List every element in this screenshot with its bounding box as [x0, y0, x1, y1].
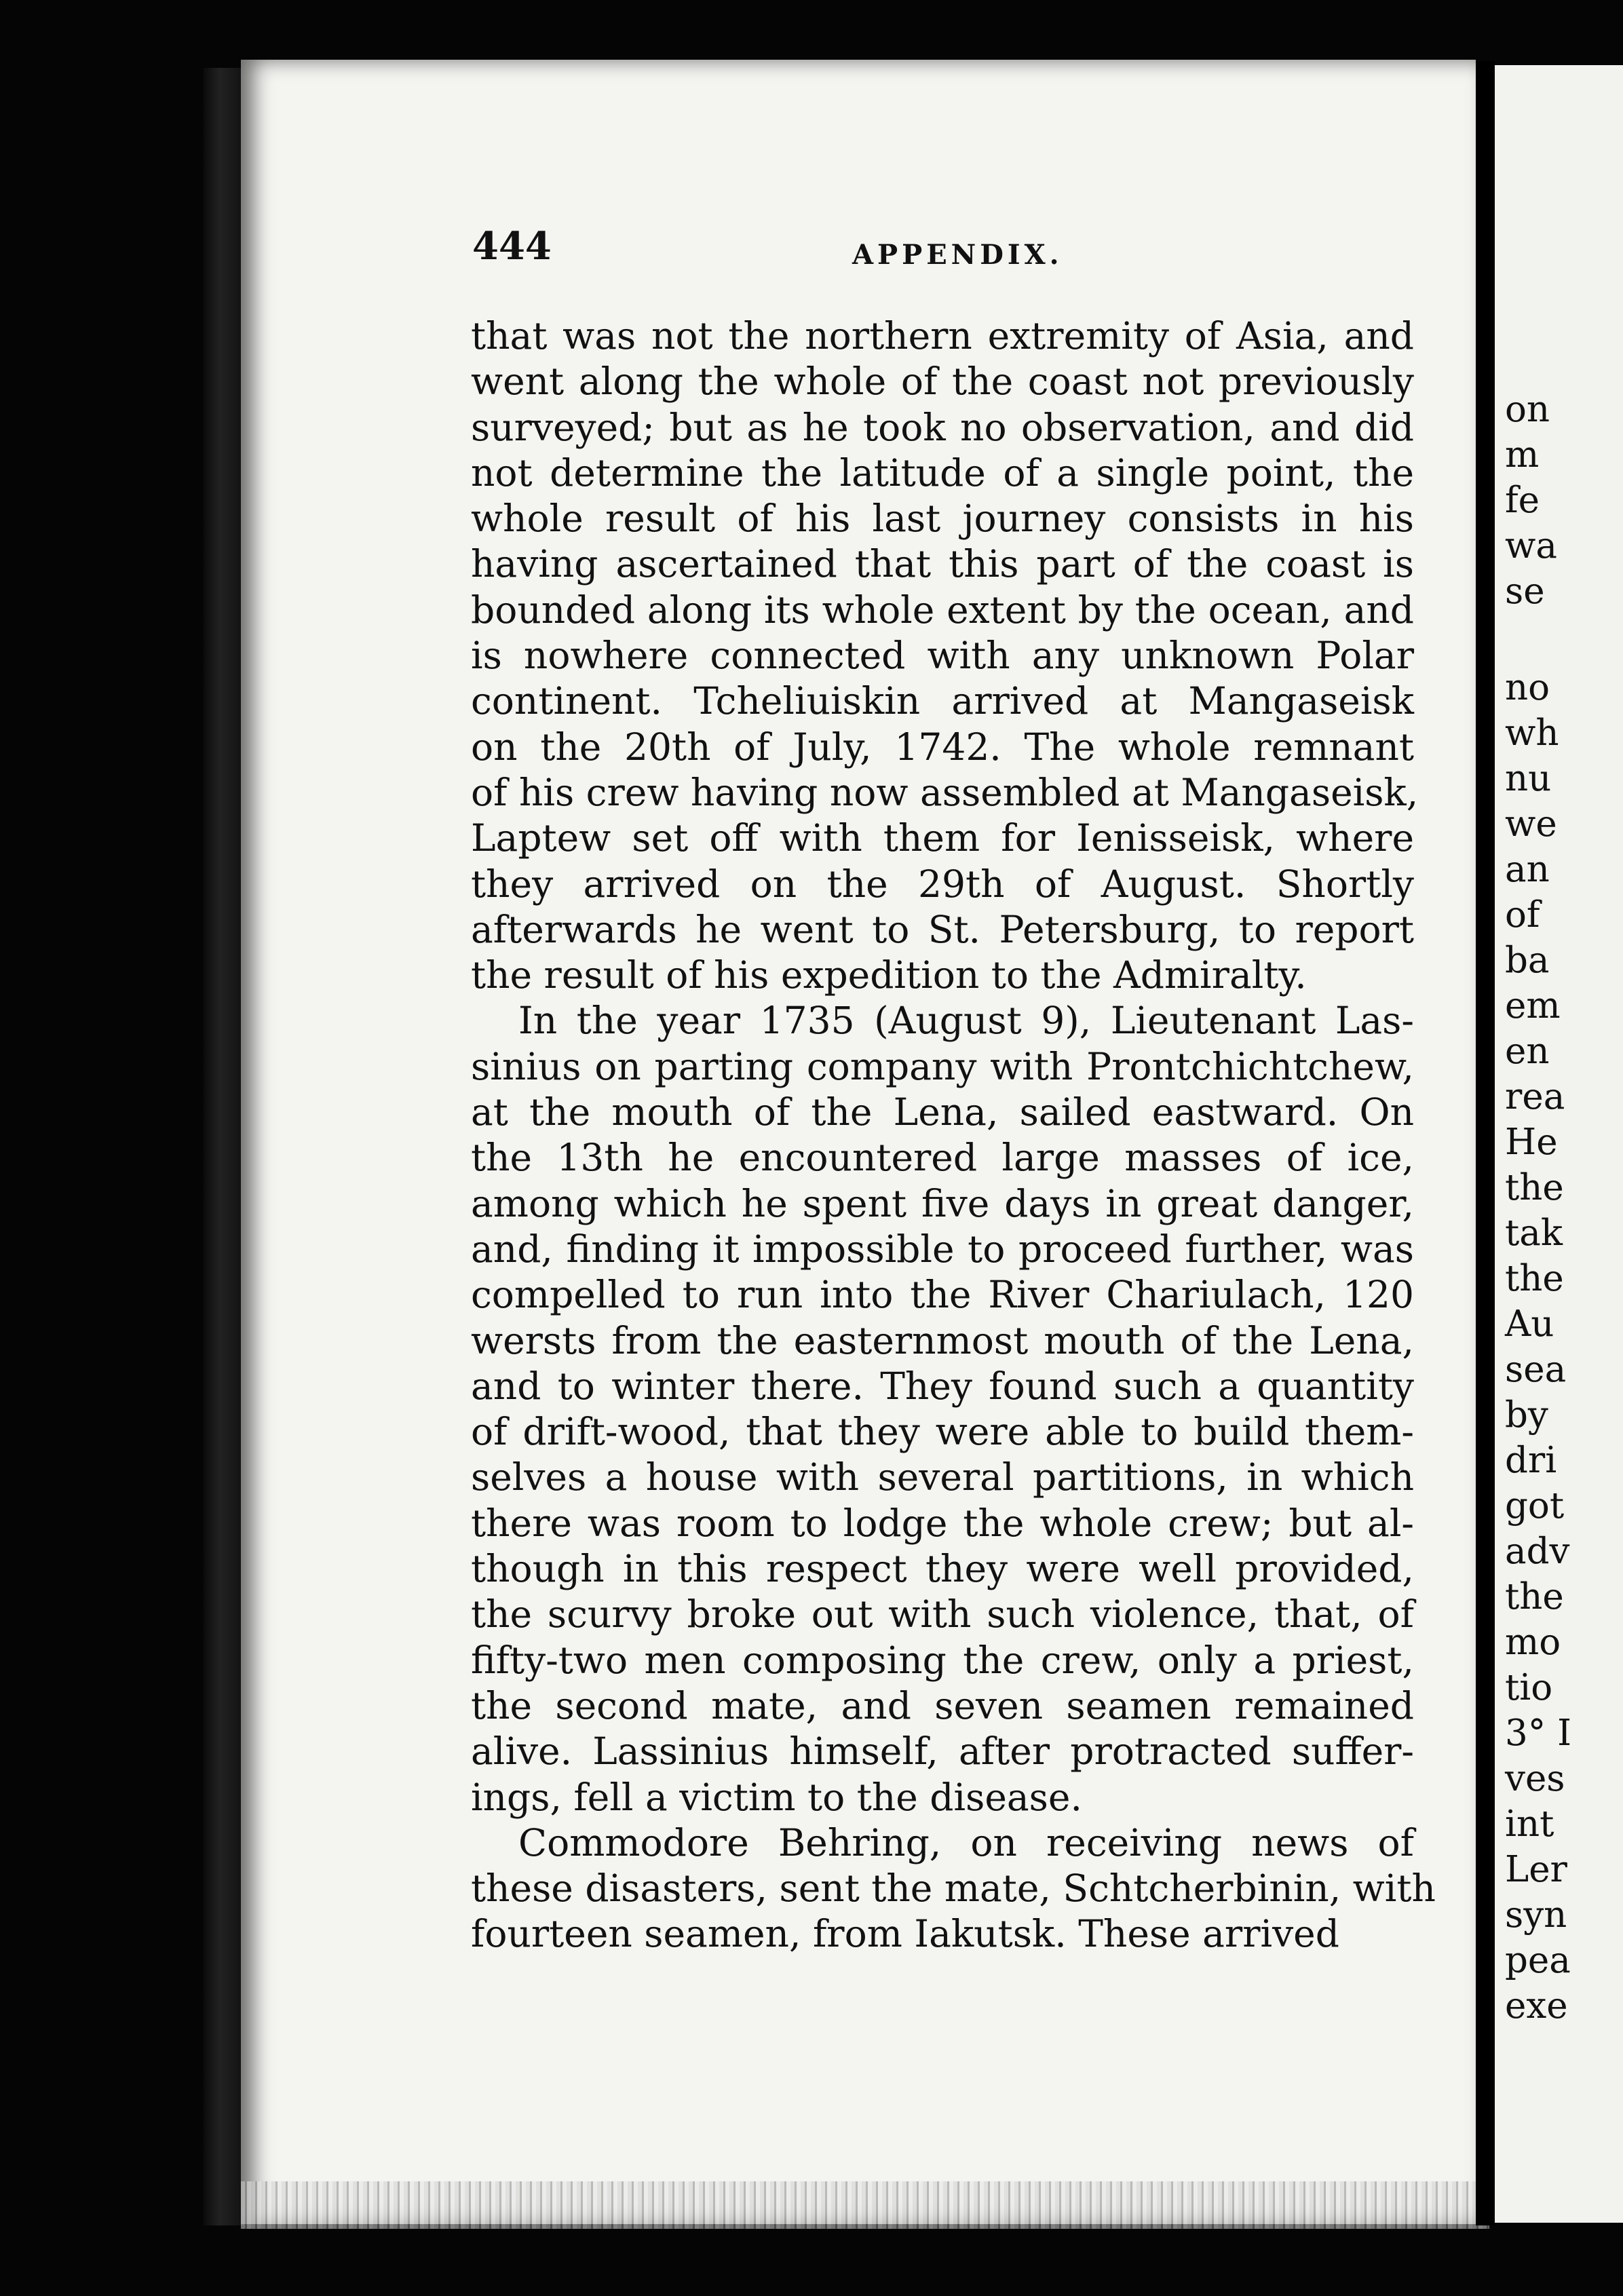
text-line: and to winter there. They found such a quantity: [471, 1364, 1414, 1408]
text-line: whole result of his last journey consists in his: [471, 497, 1414, 541]
text-line: not determine the latitude of a single point, the: [471, 451, 1414, 495]
text-line: fifty-two men composing the crew, only a priest,: [471, 1638, 1414, 1682]
next-page-fragment: 3° I: [1505, 1713, 1572, 1754]
text-line: surveyed; but as he took no observation, and did: [471, 405, 1414, 449]
text-line: at the mouth of the Lena, sailed eastward. On: [471, 1090, 1414, 1134]
text-line: though in this respect they were well provided,: [471, 1547, 1414, 1591]
next-page-fragment: He: [1505, 1122, 1558, 1163]
next-page-fragment: int: [1505, 1803, 1554, 1845]
next-page-fragment: tio: [1505, 1667, 1553, 1708]
text-line: the second mate, and seven seamen remained: [471, 1683, 1414, 1727]
next-page-fragment: sea: [1505, 1349, 1567, 1390]
text-line: continent. Tcheliuiskin arrived at Mangaseisk: [471, 679, 1414, 723]
next-page-fragment: rea: [1505, 1076, 1565, 1117]
next-page-fragment: m: [1505, 434, 1540, 476]
next-page-fragment: by: [1505, 1394, 1548, 1436]
text-line: Commodore Behring, on receiving news of: [518, 1820, 1414, 1864]
next-page-fragment: wa: [1505, 525, 1557, 567]
next-page-fragment: ves: [1505, 1758, 1565, 1799]
text-line: on the 20th of July, 1742. The whole remnant: [471, 725, 1414, 769]
page-header: [472, 224, 1415, 285]
text-line: Laptew set off with them for Ienisseisk, where: [471, 816, 1414, 860]
next-page-fragment: Ler: [1505, 1849, 1567, 1890]
next-page-fragment: the: [1505, 1258, 1564, 1299]
next-page-fragment: se: [1505, 571, 1545, 612]
body-text: [471, 313, 1436, 1957]
next-page-fragment: we: [1505, 803, 1557, 845]
text-line: selves a house with several partitions, in which: [471, 1455, 1414, 1499]
next-page-fragment: adv: [1505, 1531, 1570, 1572]
text-line: sinius on parting company with Prontchichtchew,: [471, 1044, 1414, 1088]
text-line: the scurvy broke out with such violence, that, of: [471, 1592, 1414, 1637]
text-line: In the year 1735 (August 9), Lieutenant Las-: [518, 999, 1414, 1043]
next-page-fragment: pea: [1505, 1940, 1571, 1981]
text-line: compelled to run into the River Chariulach, 120: [471, 1273, 1414, 1317]
text-line: the 13th he encountered large masses of ice,: [471, 1136, 1414, 1180]
text-line: there was room to lodge the whole crew; but al-: [471, 1501, 1414, 1545]
next-page-fragment: the: [1505, 1167, 1564, 1208]
text-line: the result of his expedition to the Admiralty.: [471, 953, 1307, 997]
next-page-fragment: of: [1505, 894, 1540, 936]
next-page-fragment: syn: [1505, 1894, 1567, 1936]
next-page-fragment: on: [1505, 389, 1550, 430]
text-line: fourteen seamen, from Iakutsk. These arrived: [471, 1912, 1339, 1956]
text-line: they arrived on the 29th of August. Shortly: [471, 862, 1414, 906]
next-page-fragment: wh: [1505, 712, 1559, 754]
text-line: of his crew having now assembled at Mangaseisk,: [471, 770, 1419, 814]
text-line: and, finding it impossible to proceed further, was: [471, 1227, 1414, 1271]
next-page-fragment: Au: [1505, 1303, 1554, 1345]
text-line: alive. Lassinius himself, after protracted suffer-: [471, 1729, 1414, 1774]
next-page-fragment: exe: [1505, 1985, 1568, 2027]
next-page-fragment: ba: [1505, 940, 1550, 981]
next-page-fragment: got: [1505, 1485, 1565, 1527]
next-page-fragment: tak: [1505, 1212, 1563, 1254]
book-gutter: [1476, 61, 1495, 2225]
next-page-fragment: no: [1505, 667, 1550, 708]
page-number: 444: [472, 224, 552, 269]
text-line: afterwards he went to St. Petersburg, to report: [471, 907, 1414, 951]
next-page-fragment: the: [1505, 1576, 1564, 1618]
text-line: bounded along its whole extent by the ocean, and: [471, 588, 1414, 632]
text-line: wersts from the easternmost mouth of the Lena,: [471, 1318, 1414, 1362]
book-spine: [204, 68, 244, 2225]
next-page-fragment: nu: [1505, 758, 1552, 799]
next-page-fragment: dri: [1505, 1440, 1557, 1481]
text-line: went along the whole of the coast not previously: [471, 360, 1414, 404]
next-page-fragment: mo: [1505, 1622, 1561, 1663]
next-page-fragment: en: [1505, 1031, 1550, 1072]
page-right-partial: [1495, 65, 1623, 2223]
text-line: among which he spent five days in great danger,: [471, 1181, 1414, 1225]
text-line: that was not the northern extremity of Asia, and: [471, 314, 1414, 358]
next-page-fragment: an: [1505, 849, 1550, 890]
running-head: APPENDIX.: [852, 239, 1063, 271]
text-line: ings, fell a victim to the disease.: [471, 1775, 1082, 1819]
text-line: is nowhere connected with any unknown Polar: [471, 634, 1414, 678]
text-line: these disasters, sent the mate, Schtcherbinin, with: [471, 1867, 1436, 1911]
text-line: having ascertained that this part of the coast is: [471, 542, 1414, 586]
text-line: of drift-wood, that they were able to build them-: [471, 1410, 1414, 1454]
page-bottom-edge: [241, 2181, 1489, 2229]
next-page-fragment: em: [1505, 985, 1561, 1027]
next-page-fragment: fe: [1505, 480, 1540, 521]
